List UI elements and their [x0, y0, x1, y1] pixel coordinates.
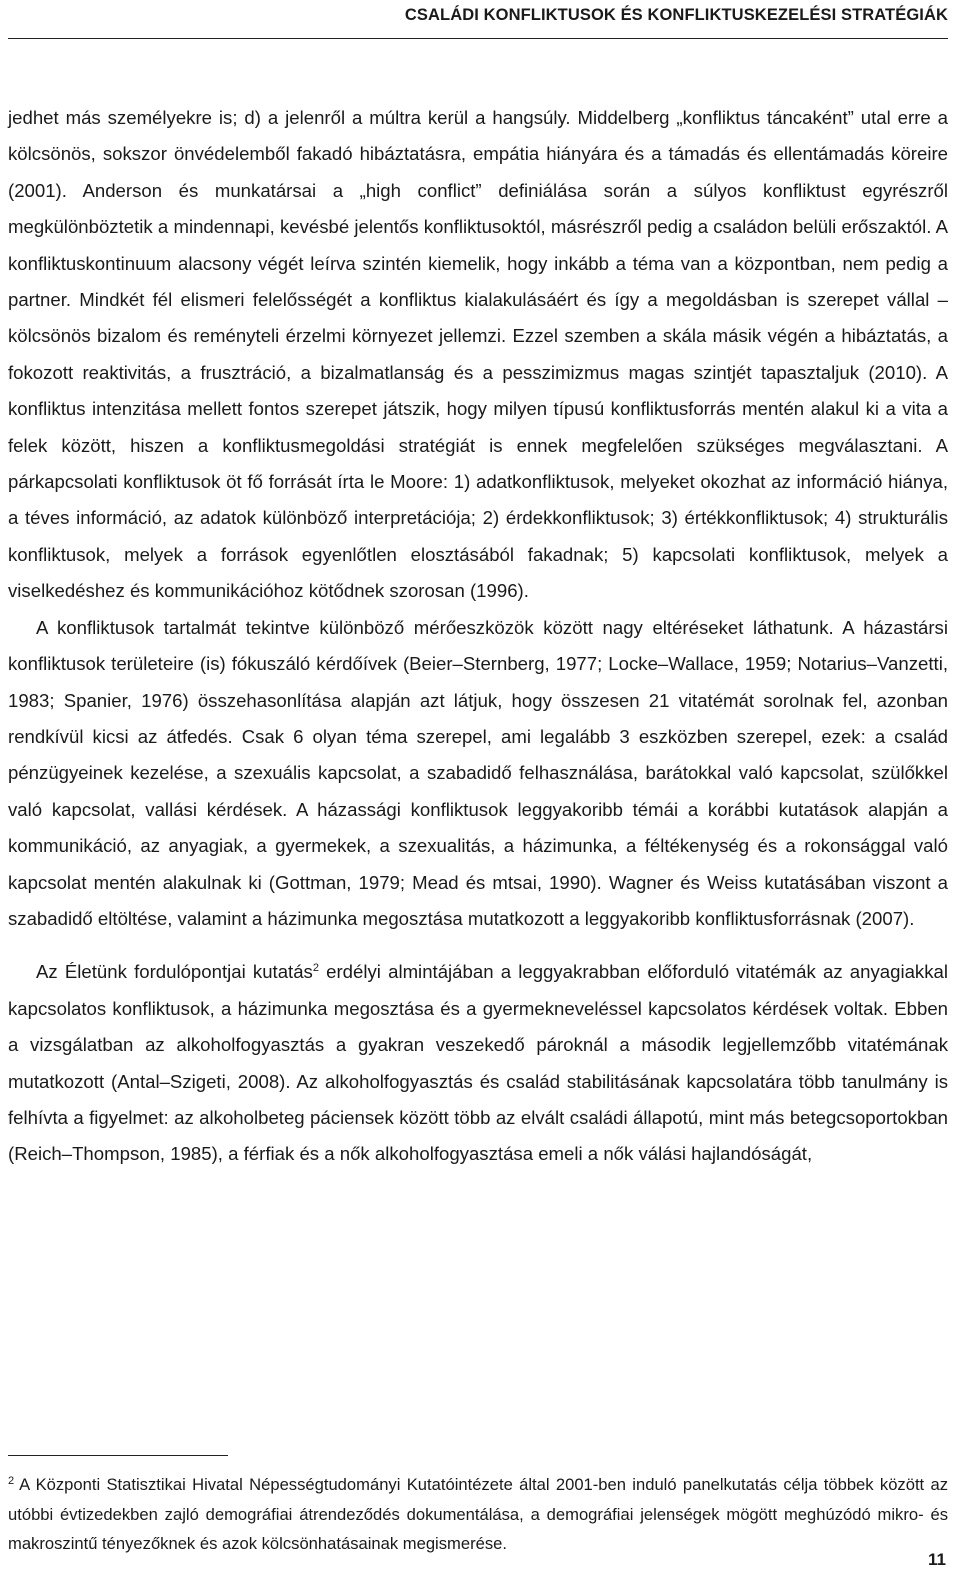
paragraph-1: jedhet más személyekre is; d) a jelenről a múltra kerül a hangsúly. Middelberg „konfliktus táncaként” utal erre a kölcsönös, sokszor önvédelemből fakadó hibáztatásra, empátia hiányára és a támadás és ellentámadás köreire (2001). Anderson és munkatársai a „high conflict” definiálása során a súlyos konfliktust egyrészről megkülönböztetik a mindennapi, kevésbé jelentős konfliktusoktól, másrészről pedig a családon belüli erőszaktól. A konfliktuskontinuum alacsony végét leírva szintén kiemelik, hogy inkább a téma van a központban, nem pedig a partner. Mindkét fél elismeri felelősségét a konfliktus kialakulásáért és így a megoldásban is szerepet vállal – kölcsönös bizalom és reményteli érzelmi környezet jellemzi. Ezzel szemben a skála másik végén a hibáztatás, a fokozott reaktivitás, a frusztráció, a bizalmatlanság és a pesszimizmus magas szintjét tapasztaljuk (2010). A konfliktus intenzitása mellett fontos szerepet játszik, hogy milyen típusú konfliktusforrás mentén alakul ki a vita a felek között, hiszen a konfliktusmegoldási stratégiát is ennek megfelelően szükséges megválasztani. A párkapcsolati konfliktusok öt fő forrását írta le Moore: 1) adatkonfliktusok, melyeket okozhat az információ hiánya, a téves információ, az adatok különböző interpretációja; 2) érdekkonfliktusok; 3) értékkonfliktusok; 4) strukturális konfliktusok, melyek a források egyenlőtlen elosztásából fakadnak; 5) kapcsolati konfliktusok, melyek a viselkedéshez és kommunikációhoz kötődnek szorosan (1996). — [8, 107, 948, 602]
page-number: 11 — [928, 1550, 946, 1569]
footnote-divider — [8, 1455, 228, 1456]
running-header-title: CSALÁDI KONFLIKTUSOK ÉS KONFLIKTUSKEZELÉSI STRATÉGIÁK — [404, 6, 948, 24]
paragraph-2 — [8, 610, 948, 938]
paragraph-3-text-end: erdélyi almintájában a leggyakrabban előforduló vitatémák az anyagiakkal kapcsolatos konfliktusok, a házimunka megosztása és a gyermekneveléssel kapcsolatos kérdések voltak. Ebben a vizsgálatban az alkoholfogyasztás a gyakran veszekedő pároknál a második legjellemzőbb vitatémának mutatkozott (Antal–Szigeti, 2008). Az alkoholfogyasztás és család stabilitásának kapcsolatára több tanulmány is felhívta a figyelmet: az alkoholbeteg páciensek között több az elvált családi állapotú, mint más betegcsoportokban (Reich–Thompson, 1985), a férfiak és a nők alkoholfogyasztása emeli a nők válási hajlandóságát, — [8, 961, 948, 1165]
header-divider — [8, 38, 948, 39]
footnote — [8, 1470, 948, 1559]
paragraph-3 — [8, 954, 948, 1172]
footnote-mark: 2 — [8, 1475, 15, 1487]
footnote-reference[interactable]: 2 — [312, 962, 319, 975]
footnote-text: A Központi Statisztikai Hivatal Népességtudományi Kutatóintézete által 2001-ben induló panelkutatás célja többek között az utóbbi évtizedekben zajló demográfiai átrendeződés dokumentálása, a demográfiai jelenségek mögött meghúzódó mikro- és makroszintű tényezőknek és azok kölcsönhatásainak megismerése. — [8, 1475, 948, 1553]
paragraph-3-text-start: Az Életünk fordulópontjai kutatás — [36, 961, 313, 983]
paragraph-2-text: A konfliktusok tartalmát tekintve különböző mérőeszközök között nagy eltéréseket láthatunk. A házastársi konfliktusok területeire (is) fókuszáló kérdőívek (Beier–Sternberg, 1977; Locke–Wallace, 1959; Notarius–Vanzetti, 1983; Spanier, 1976) összehasonlítása alapján azt látjuk, hogy összesen 21 vitatémát sorolnak fel, azonban rendkívül kicsi az átfedés. Csak 6 olyan téma szerepel, ami legalább 3 eszközben szerepel, ezek: a család pénzügyeinek kezelése, a szexuális kapcsolat, a szabadidő felhasználása, barátokkal való kapcsolat, szülőkkel való kapcsolat, vallási kérdések. A házassági konfliktusok leggyakoribb témái a korábbi kutatások alapján a kommunikáció, az anyagiak, a gyermekek, a szexualitás, a házimunka, a féltékenység és a rokonsággal való kapcsolat mentén alakulnak ki (Gottman, 1979; Mead és mtsai, 1990). Wagner és Weiss kutatásában viszont a szabadidő eltöltése, valamint a házimunka megosztása mutatkozott a leggyakoribb konfliktusforrásnak (2007). — [8, 616, 948, 929]
main-body-text — [8, 100, 948, 1173]
